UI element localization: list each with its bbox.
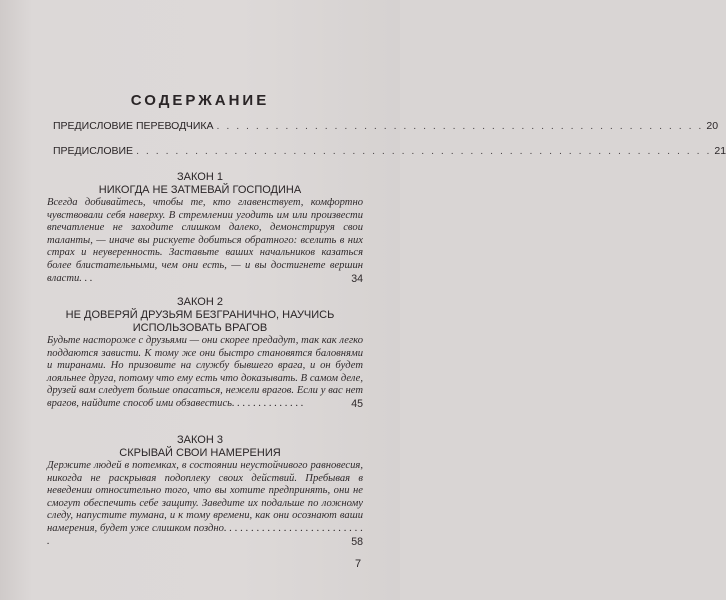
show-through-text (150, 30, 290, 80)
toc-leader-dots: . . . . . . . . . . . . . . . . . . . . . . . . . . . . . . . . . . . . . . . . . . . . . . . . . . . . . . . . . . . (136, 145, 712, 157)
page-number: 7 (355, 558, 362, 570)
law-1-description (47, 197, 363, 285)
law-2-heading (0, 296, 400, 335)
law-text: Держите людей в потемках, в состоянии неустойчивого равновесия, никогда не раскрывая подоплеку своих действий. Пребывая в неведении относительно того, что вы хотите предпринять, они не смогут обеспечить себе защиту. Заведите их подальше по ложному следу, напустите тумана, и к тому времени, как они осознают ваши намерения, будет уже слишком поздно. . . . . . . . . . . . . . . . . . . . . . . . . . . (47, 460, 363, 547)
law-title: НЕ ДОВЕРЯЙ ДРУЗЬЯМ БЕЗГРАНИЧНО, НАУЧИСЬ ИСПОЛЬЗОВАТЬ ВРАГОВ (65, 309, 335, 334)
toc-entry-label: ПРЕДИСЛОВИЕ (53, 145, 134, 157)
law-page: 45 (351, 397, 363, 410)
law-text: Всегда добивайтесь, чтобы те, кто главенствует, комфортно чувствовали себя наверху. В стремлении угодить им или произвести впечатление не заходите слишком далеко, демонстрируя свои таланты, — иначе вы рискуете добиться обратного: вселить в них страх и неуверенность. Заставьте ваших начальников казаться более блистательными, чем они есть, — и вы достигнете вершин власти. . . (47, 197, 363, 284)
law-title: СКРЫВАЙ СВОИ НАМЕРЕНИЯ (119, 447, 281, 459)
law-1-heading (0, 171, 400, 197)
toc-entry-translator-preface (53, 120, 719, 132)
law-3-description (47, 460, 363, 548)
law-number: ЗАКОН 3 (177, 434, 223, 446)
law-number: ЗАКОН 1 (177, 171, 223, 183)
toc-leader-dots: . . . . . . . . . . . . . . . . . . . . . . . . . . . . . . . . . . . . . . . . . . . . . . . . . . (216, 120, 704, 132)
toc-entry-preface (53, 145, 726, 157)
law-title: НИКОГДА НЕ ЗАТМЕВАЙ ГОСПОДИНА (98, 184, 302, 196)
law-page: 34 (351, 272, 363, 285)
law-3-heading (0, 434, 400, 460)
law-number: ЗАКОН 2 (177, 296, 223, 308)
toc-entry-label: ПРЕДИСЛОВИЕ ПЕРЕВОДЧИКА (53, 120, 214, 132)
law-text: Будьте настороже с друзьями — они скорее предадут, так как легко поддаются зависти. К тому же они быстро становятся баловнями и тиранами. Но призовите на службу бывшего врага, и он будет лояльнее друга, потому что ему есть что доказывать. В самом деле, друзей вам следует больше опасаться, нежели врагов. Если у вас нет врагов, найдите способ ими обзавестись. . . . . . . . . . . . . . (47, 335, 363, 409)
toc-entry-page: 21 (714, 145, 726, 157)
page-title: СОДЕРЖАНИЕ (130, 92, 270, 109)
toc-entry-page: 20 (706, 120, 719, 132)
law-2-description (47, 335, 363, 411)
law-page: 58 (351, 535, 363, 548)
